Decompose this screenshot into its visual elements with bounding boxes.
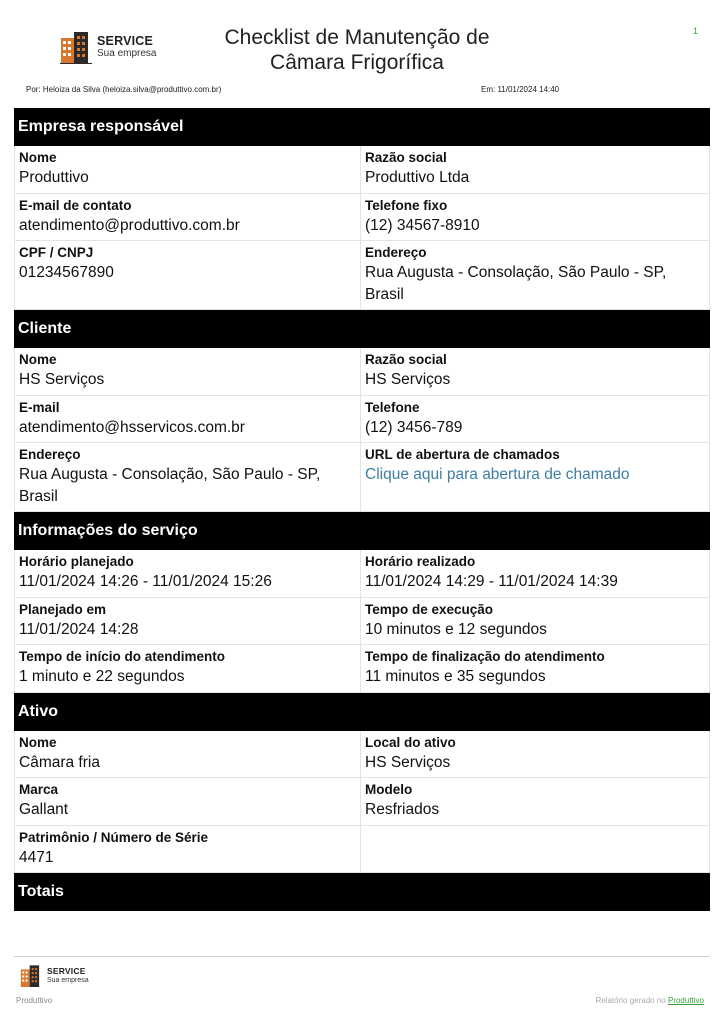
document-title-line1: Checklist de Manutenção de (224, 26, 490, 49)
field-label: Marca (19, 782, 59, 797)
section-servico-grid (14, 550, 710, 693)
field-value: atendimento@produttivo.com.br (19, 216, 240, 234)
section-empresa-grid (14, 146, 710, 310)
field-cliente-telefone (361, 396, 710, 444)
page-number: 1 (692, 26, 698, 36)
logo-subtitle: Sua empresa (97, 47, 157, 59)
field-value: 01234567890 (19, 264, 114, 281)
field-value: HS Serviços (365, 371, 451, 388)
field-label: Local do ativo (365, 734, 456, 750)
field-horario-realizado (361, 550, 710, 598)
abertura-chamado-link[interactable]: Clique aqui para abertura de chamado (365, 466, 630, 483)
produttivo-link[interactable]: Produttivo (667, 996, 704, 1005)
field-label: Razão social (365, 150, 447, 165)
field-ativo-nome (14, 731, 361, 779)
field-value: 11 minutos e 35 segundos (365, 668, 546, 685)
field-value: 11/01/2024 14:26 - 11/01/2024 15:26 (19, 573, 272, 590)
field-planejado-em (14, 598, 361, 646)
field-value: Rua Augusta - Consolação, São Paulo - SP, Brasil (19, 466, 321, 505)
field-value: 11/01/2024 14:29 - 11/01/2024 14:39 (365, 573, 618, 590)
field-ativo-marca (14, 778, 361, 826)
field-empresa-endereco (361, 241, 710, 310)
field-value: 11/01/2024 14:28 (19, 620, 139, 638)
report-content (14, 108, 710, 911)
field-value: 10 minutos e 12 segundos (365, 620, 547, 638)
building-icon (20, 964, 42, 987)
field-cliente-url (361, 443, 710, 512)
document-title-line2: Câmara Frigorífica (270, 51, 444, 74)
field-value: atendimento@hsservicos.com.br (19, 418, 245, 436)
building-icon (60, 30, 92, 64)
field-value: Resfriados (365, 801, 440, 818)
field-value: Gallant (19, 801, 69, 818)
field-value: 1 minuto e 22 segundos (19, 668, 185, 685)
field-label: URL de abertura de chamados (365, 447, 560, 462)
document-title (200, 25, 514, 75)
footer-logo (20, 964, 89, 987)
field-label: CPF / CNPJ (19, 245, 94, 260)
field-value: Produttivo (19, 169, 89, 186)
footer-divider (14, 956, 710, 957)
field-ativo-patrimonio (14, 826, 361, 874)
field-empresa-nome (14, 146, 361, 194)
section-cliente-grid (14, 348, 710, 512)
field-cliente-razao (361, 348, 710, 396)
field-tempo-finalizacao (361, 645, 710, 693)
field-value: 4471 (19, 848, 54, 866)
field-label: Planejado em (19, 601, 107, 617)
footer-brand: Produttivo (16, 996, 53, 1005)
section-servico-title: Informações do serviço (14, 512, 710, 550)
field-tempo-inicio (14, 645, 361, 693)
section-ativo-grid (14, 731, 710, 874)
field-label: Telefone (365, 399, 420, 415)
section-totais-title: Totais (14, 873, 710, 911)
field-label: Tempo de início do atendimento (19, 649, 226, 664)
field-label: Endereço (365, 245, 427, 260)
field-label: Telefone fixo (365, 197, 448, 213)
field-empty (361, 826, 710, 874)
field-ativo-modelo (361, 778, 710, 826)
field-empresa-email (14, 194, 361, 242)
section-cliente-title: Cliente (14, 310, 710, 348)
field-value: (12) 3456-789 (365, 418, 463, 436)
footer-generated-text: Relatório gerado no (595, 996, 666, 1005)
author-byline: Por: Heloiza da Silva (heloiza.silva@produttivo.com.br) (26, 85, 222, 94)
field-empresa-telefone (361, 194, 710, 242)
field-value: (12) 34567-8910 (365, 216, 480, 234)
field-cliente-nome (14, 348, 361, 396)
field-horario-planejado (14, 550, 361, 598)
field-value: Rua Augusta - Consolação, São Paulo - SP, Brasil (365, 264, 667, 303)
field-value: HS Serviços (19, 371, 105, 388)
footer-logo-title: SERVICE (47, 966, 86, 977)
field-label: Tempo de finalização do atendimento (365, 649, 605, 664)
field-cliente-email (14, 396, 361, 444)
report-date: Em: 11/01/2024 14:40 (481, 85, 560, 94)
field-empresa-cpf (14, 241, 361, 310)
field-value: Produttivo Ltda (365, 169, 470, 186)
footer-generated-note (595, 996, 704, 1005)
section-empresa-title: Empresa responsável (14, 108, 710, 146)
field-label: Tempo de execução (365, 601, 494, 617)
footer-logo-subtitle: Sua empresa (47, 976, 89, 984)
field-label: Modelo (365, 782, 413, 797)
field-value: Câmara fria (19, 753, 100, 771)
company-logo (60, 30, 156, 64)
field-label: Nome (19, 352, 57, 367)
field-ativo-local (361, 731, 710, 779)
field-cliente-endereco (14, 443, 361, 512)
field-empresa-razao (361, 146, 710, 194)
field-label: Endereço (19, 447, 81, 462)
field-label: Patrimônio / Número de Série (19, 829, 209, 845)
report-header (0, 0, 724, 100)
section-ativo-title: Ativo (14, 693, 710, 731)
field-label: Horário planejado (19, 554, 134, 569)
field-label: Razão social (365, 352, 447, 367)
field-label: E-mail de contato (19, 197, 132, 213)
field-value: HS Serviços (365, 753, 451, 771)
field-tempo-execucao (361, 598, 710, 646)
field-label: Nome (19, 734, 57, 750)
field-label: Horário realizado (365, 554, 476, 569)
logo-title: SERVICE (97, 34, 154, 49)
field-label: E-mail (19, 399, 60, 415)
field-label: Nome (19, 150, 57, 165)
